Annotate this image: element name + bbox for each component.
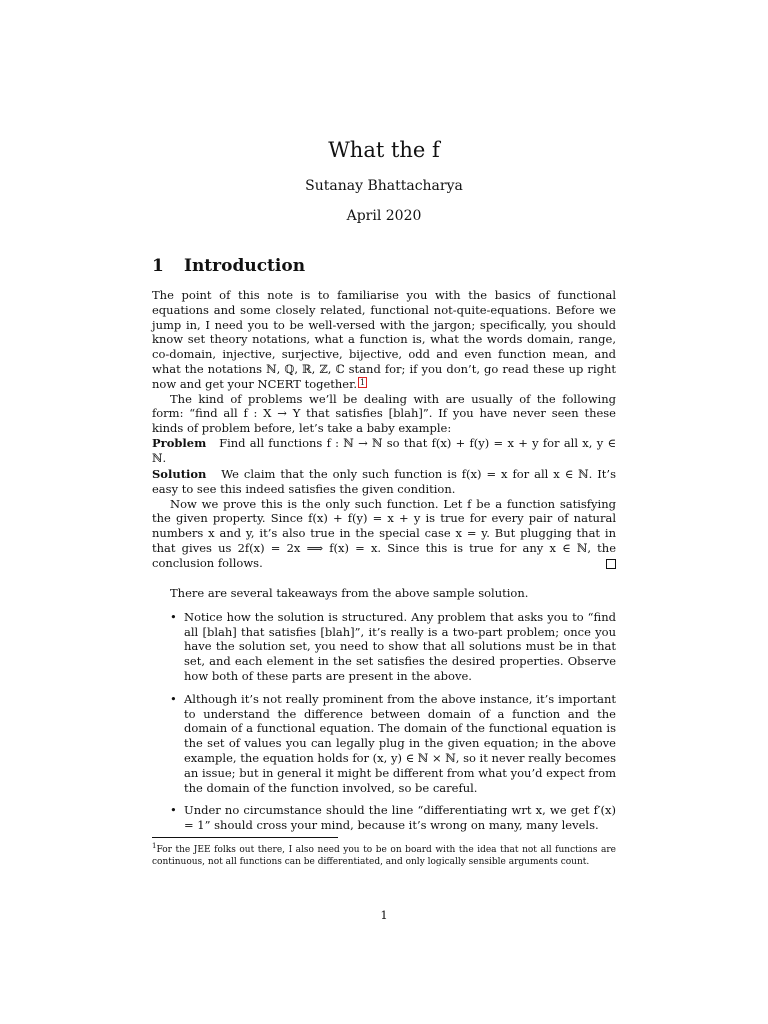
- problem-text: Find all functions f : ℕ → ℕ so that f(x) + f(y) = x + y for all x, y ∈ ℕ.: [152, 436, 617, 465]
- problem-label: Problem: [152, 436, 207, 450]
- solution-block: [152, 467, 616, 571]
- footnote: [152, 841, 616, 868]
- paper-title: What the f: [328, 138, 440, 162]
- takeaways-intro: There are several takeaways from the above sample solution.: [170, 586, 529, 600]
- list-item: • Under no circumstance should the line “differentiating wrt x, we get f′(x) = 1” should cross your mind, because it’s wrong on many, many levels.: [170, 803, 616, 833]
- intro-block: [152, 288, 616, 436]
- page-number: 1: [380, 908, 388, 922]
- solution-label: Solution: [152, 467, 207, 481]
- intro-paragraph-2: The kind of problems we’ll be dealing with are usually of the following form: “find all f : X → Y that satisfies [blah]”. If you have never seen these kinds of problem before, let’s take a baby example:: [152, 391, 616, 436]
- paper-date: April 2020: [346, 208, 422, 224]
- takeaways-list: [152, 610, 616, 833]
- qed-square-icon: [606, 559, 616, 569]
- footnote-rule: [152, 837, 338, 838]
- bullet-icon: •: [170, 609, 177, 624]
- section-heading: [152, 256, 305, 276]
- takeaways-block: [152, 586, 616, 841]
- section-number: 1: [152, 256, 164, 276]
- problem-statement: [152, 436, 616, 466]
- footnote-link[interactable]: 1: [360, 377, 366, 387]
- list-item: • Although it’s not really prominent from the above instance, it’s important to understand the difference between domain of a function and the domain of a functional equation. The domain of the functional equation is the set of values you can legally plug in the given equation; in the above example, the equation holds for (x, y) ∈ ℕ × ℕ, so it never really becomes an issue; but in general it might be different from what you’d expect from the domain of the function involved, so be careful.: [170, 691, 616, 795]
- author-name: Sutanay Bhattacharya: [305, 178, 463, 194]
- list-item: • Notice how the solution is structured. Any problem that asks you to “find all [blah] that satisfies [blah]”, it’s really is a two-part problem; once you have the solution set, you need to show that all solutions must be in that set, and each element in the set satisfies the desired properties. Observe how both of these parts are present in the above.: [170, 609, 616, 683]
- solution-paragraph-1: Solution We claim that the only such function is f(x) = x for all x ∈ ℕ. It’s easy to see this indeed satisfies the given condition.: [152, 467, 616, 496]
- section-title: Introduction: [184, 256, 306, 276]
- footnote-text: For the JEE folks out there, I also need you to be on board with the idea that not all functions are continuous, not all functions can be differentiated, and only logically sensible arguments count.: [152, 845, 616, 867]
- solution-paragraph-2: Now we prove this is the only such function. Let f be a function satisfying the given property. Since f(x) + f(y) = x + y is true for every pair of natural numbers x and y, it’s also true in the special case x = y. But plugging that in that gives us 2f(x) = 2x ⟹ f(x) = x. Since this is true for any x ∈ ℕ, the conclusion follows.: [152, 496, 616, 570]
- bullet-icon: •: [170, 803, 177, 818]
- bullet-icon: •: [170, 691, 177, 706]
- intro-paragraph-1: The point of this note is to familiarise you with the basics of functional equations and some closely related, functional not-quite-equations. Before we jump in, I need you to be well-versed with the jargon; specifically, you should know set theory notations, what a function is, what the words domain, range, co-domain, injective, surjective, bijective, odd and even function mean, and what the notations ℕ, ℚ, ℝ, ℤ, ℂ stand for; if you don’t, go read these up right now and get your NCERT together. 1: [152, 288, 616, 391]
- footnote-marker: 1: [152, 842, 157, 850]
